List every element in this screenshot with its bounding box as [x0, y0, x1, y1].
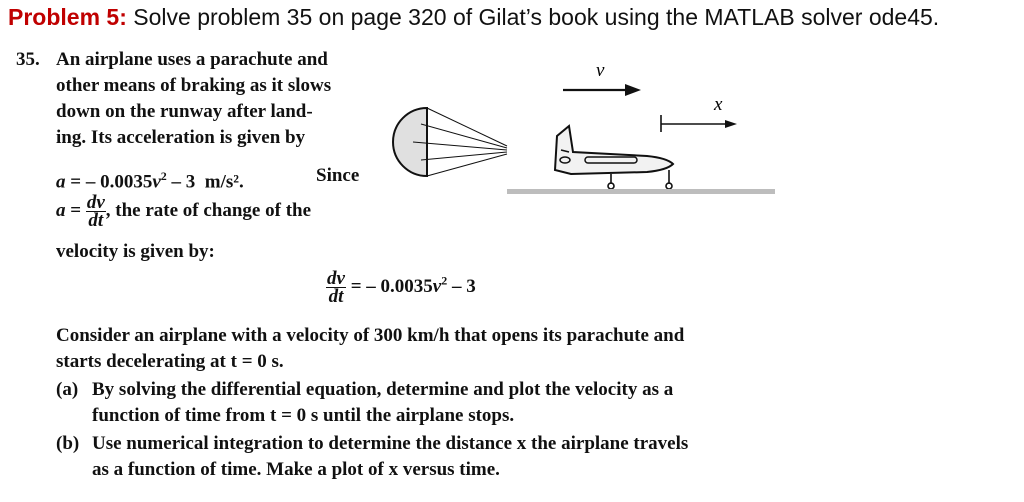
distance-arrowhead — [725, 120, 737, 128]
rate-lhs: a — [56, 199, 66, 221]
de-exp: 2 — [441, 273, 448, 288]
part-a-line-1: By solving the differential equation, determine and plot the velocity as a — [92, 379, 674, 400]
problem-number: 35. — [16, 49, 40, 70]
de-equals: = — [350, 275, 362, 297]
velocity-line: velocity is given by: — [56, 241, 215, 262]
problem-header-text: Solve problem 35 on page 320 of Gilat’s book using the MATLAB solver ode45. — [126, 4, 940, 30]
problem-header-lead: Problem 5: — [8, 4, 127, 30]
accel-coef: – 0.0035 — [85, 171, 153, 193]
accel-equals: = — [70, 171, 82, 193]
runway — [507, 189, 775, 194]
consider-line-1: Consider an airplane with a velocity of 300 km/h that opens its parachute and — [56, 325, 685, 346]
rate-denominator: dt — [88, 210, 104, 231]
part-a-label: (a) — [56, 379, 79, 400]
rate-numerator: dv — [86, 192, 105, 213]
rate-text: , the rate of change of the — [105, 199, 312, 221]
consider-line-2: starts decelerating at t = 0 s. — [56, 351, 284, 372]
intro-line-2: other means of braking as it slows — [56, 75, 332, 96]
differential-equation — [326, 270, 476, 305]
rate-equation — [56, 194, 311, 229]
rate-equals: = — [70, 199, 82, 221]
part-b-label: (b) — [56, 433, 80, 454]
de-numerator: dv — [327, 268, 345, 289]
part-b-line-1: Use numerical integration to determine the distance x the airplane travels — [92, 433, 689, 454]
accel-tail: – 3 — [171, 171, 196, 193]
de-denominator: dt — [328, 286, 344, 307]
velocity-label: v — [596, 60, 605, 81]
rate-fraction — [86, 194, 106, 229]
de-coef: – 0.0035 — [366, 275, 433, 297]
since-text: Since — [316, 165, 360, 186]
acceleration-equation — [56, 164, 244, 194]
airplane-parachute-figure — [385, 52, 785, 212]
de-var: v — [432, 275, 442, 297]
parachute-canopy — [393, 108, 427, 176]
part-b-line-2: as a function of time. Make a plot of x versus time. — [92, 459, 500, 480]
accel-var: v — [152, 171, 161, 193]
accel-exp: 2 — [160, 169, 167, 183]
intro-line-1: An airplane uses a parachute and — [56, 49, 328, 70]
distance-label: x — [714, 94, 723, 115]
part-a-line-2: function of time from t = 0 s until the airplane stops. — [92, 405, 515, 426]
problem-header — [8, 4, 1018, 31]
de-fraction — [326, 270, 346, 305]
intro-line-4: ing. Its acceleration is given by — [56, 127, 306, 148]
de-tail: – 3 — [451, 275, 476, 297]
airplane-body — [555, 126, 673, 174]
accel-unit: m/s². — [204, 171, 244, 193]
intro-line-3: down on the runway after land- — [56, 101, 313, 122]
accel-lhs: a — [56, 171, 66, 193]
velocity-arrowhead — [625, 84, 641, 96]
